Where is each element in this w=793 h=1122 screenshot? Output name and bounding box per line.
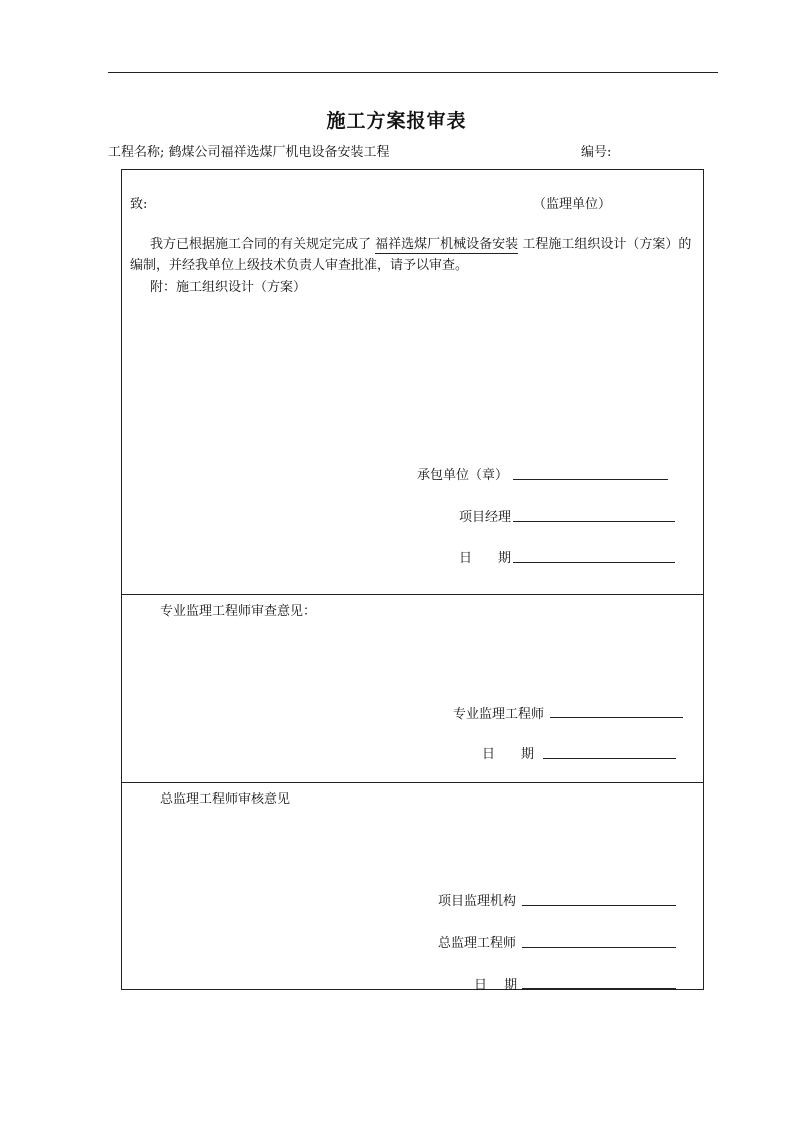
chief-date-label: 日 期 bbox=[474, 978, 518, 993]
specialist-date-line bbox=[543, 758, 676, 759]
chief-date-line bbox=[522, 988, 676, 989]
page-title: 施工方案报审表 bbox=[326, 110, 467, 132]
submission-paragraph bbox=[130, 234, 698, 276]
specialist-engineer-label: 专业监理工程师 bbox=[453, 707, 545, 722]
contractor-label: 承包单位（章） bbox=[417, 468, 509, 483]
chief-opinion-label: 总监理工程师审核意见 bbox=[160, 792, 291, 807]
paragraph-start: 我方已根据施工合同的有关规定完成了 bbox=[150, 237, 372, 252]
attachment-line: 附：施工组织设计（方案） bbox=[150, 280, 307, 295]
header-rule bbox=[108, 72, 718, 73]
chief-signature-line bbox=[522, 947, 676, 948]
paragraph-project-name: 福祥选煤厂机械设备安装 bbox=[375, 237, 519, 252]
paragraph-end: 工程施工组织设计（方案）的编制，并经我单位上级技术负责人审查批准，请予以审查。 bbox=[130, 237, 692, 273]
section-divider-1 bbox=[121, 594, 704, 595]
project-name-row bbox=[108, 141, 390, 160]
contractor-signature-line bbox=[513, 479, 668, 480]
number-label: 编号: bbox=[581, 145, 612, 160]
project-manager-signature-line bbox=[513, 521, 675, 522]
section-divider-2 bbox=[121, 782, 704, 783]
project-name: 鹤煤公司福祥选煤厂机电设备安装工程 bbox=[168, 145, 390, 160]
project-label: 工程名称; bbox=[108, 145, 165, 160]
chief-engineer-label: 总监理工程师 bbox=[438, 936, 517, 951]
specialist-opinion-label: 专业监理工程师审查意见： bbox=[160, 604, 317, 619]
project-manager-label: 项目经理 bbox=[459, 510, 512, 525]
specialist-date-label: 日 期 bbox=[482, 747, 535, 762]
supervision-org-line bbox=[522, 905, 676, 906]
submission-date-line bbox=[513, 562, 675, 563]
supervision-org-label: 项目监理机构 bbox=[438, 894, 517, 909]
to-label: 致: bbox=[130, 197, 148, 212]
submission-date-label: 日 期 bbox=[459, 551, 512, 566]
supervision-unit-label: （监理单位） bbox=[533, 197, 612, 212]
specialist-signature-line bbox=[550, 717, 683, 718]
